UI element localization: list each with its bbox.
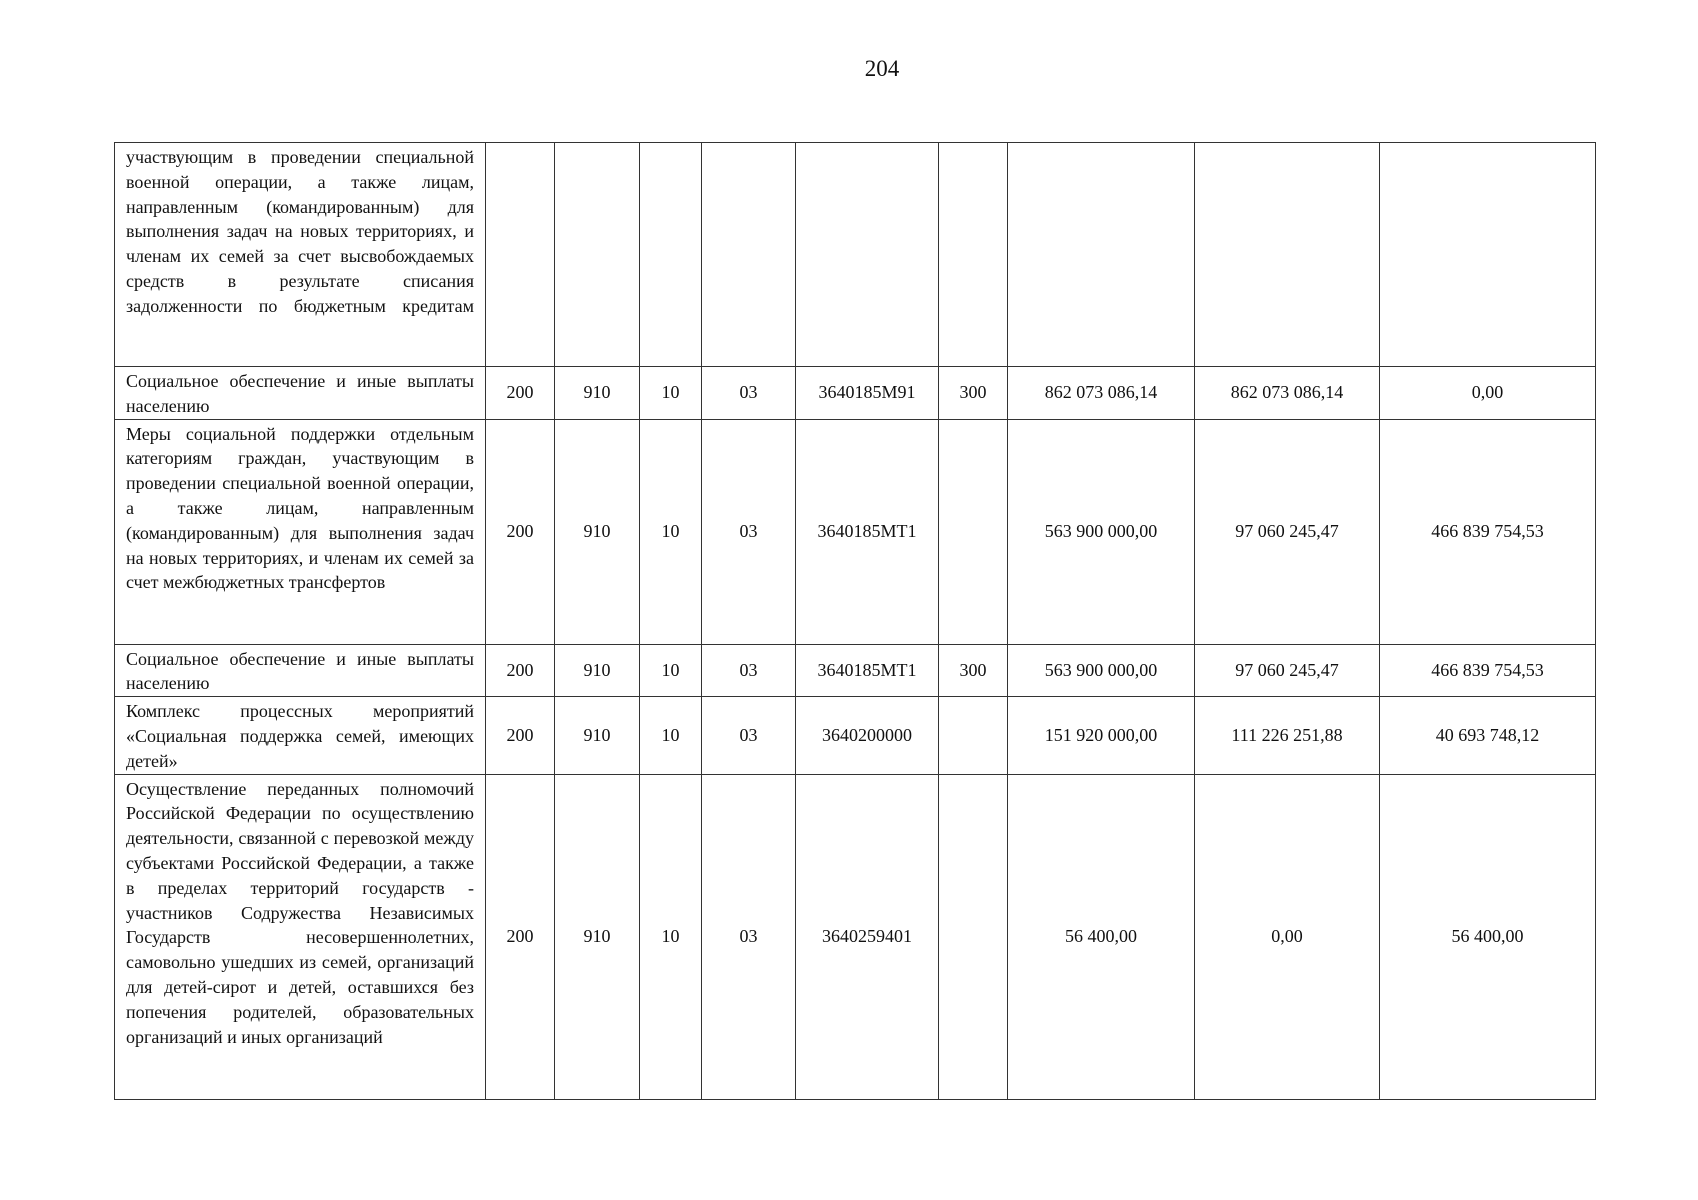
page-number: 204 bbox=[864, 56, 900, 81]
cell-code-1: 200 bbox=[486, 644, 555, 697]
cell-code-4: 03 bbox=[702, 419, 796, 644]
cell-target-code bbox=[796, 143, 939, 367]
cell-target-code: 3640185М91 bbox=[796, 367, 939, 420]
cell-target-code: 3640185МТ1 bbox=[796, 644, 939, 697]
row-description: Социальное обеспечение и иные выплаты населению bbox=[115, 644, 486, 697]
table-row bbox=[115, 774, 1596, 1099]
budget-table bbox=[114, 142, 1596, 1100]
cell-target-code: 3640259401 bbox=[796, 774, 939, 1099]
cell-amount-remaining bbox=[1380, 143, 1596, 367]
cell-target-code: 3640185МТ1 bbox=[796, 419, 939, 644]
cell-amount-remaining: 40 693 748,12 bbox=[1380, 697, 1596, 774]
cell-code-1 bbox=[486, 143, 555, 367]
row-description: Осуществление переданных полномочий Российской Федерации по осуществлению деятельности, связанной с перевозкой между субъектами Российской Федерации, а также в пределах территорий государств - участников Содружества Независимых Государств несовершеннолетних, самовольно ушедших из семей, организаций для детей-сирот и детей, оставшихся без попечения родителей, образовательных организаций и иных организаций bbox=[115, 774, 486, 1099]
cell-amount-executed: 97 060 245,47 bbox=[1195, 644, 1380, 697]
cell-code-1: 200 bbox=[486, 419, 555, 644]
cell-amount-executed: 0,00 bbox=[1195, 774, 1380, 1099]
cell-amount-remaining: 466 839 754,53 bbox=[1380, 644, 1596, 697]
row-description: Меры социальной поддержки отдельным категориям граждан, участвующим в проведении специальной военной операции, а также лицам, направленным (командированным) для выполнения задач на новых территориях, и членам их семей за счет межбюджетных трансфертов bbox=[115, 419, 486, 644]
cell-code-2: 910 bbox=[555, 697, 640, 774]
table-row bbox=[115, 367, 1596, 420]
cell-expense-type bbox=[939, 697, 1008, 774]
row-description: Комплекс процессных мероприятий «Социальная поддержка семей, имеющих детей» bbox=[115, 697, 486, 774]
cell-code-3: 10 bbox=[640, 774, 702, 1099]
cell-code-2 bbox=[555, 143, 640, 367]
cell-amount-executed bbox=[1195, 143, 1380, 367]
cell-code-1: 200 bbox=[486, 367, 555, 420]
table-row bbox=[115, 143, 1596, 367]
cell-amount-planned: 862 073 086,14 bbox=[1008, 367, 1195, 420]
cell-amount-remaining: 0,00 bbox=[1380, 367, 1596, 420]
cell-code-2: 910 bbox=[555, 367, 640, 420]
cell-code-3: 10 bbox=[640, 419, 702, 644]
cell-code-4: 03 bbox=[702, 644, 796, 697]
cell-amount-executed: 111 226 251,88 bbox=[1195, 697, 1380, 774]
row-description: участвующим в проведении специальной военной операции, а также лицам, направленным (командированным) для выполнения задач на новых территориях, и членам их семей за счет высвобождаемых средств в результате списания задолженности по бюджетным кредитам bbox=[115, 143, 486, 367]
cell-amount-planned: 151 920 000,00 bbox=[1008, 697, 1195, 774]
cell-code-3: 10 bbox=[640, 367, 702, 420]
cell-amount-executed: 97 060 245,47 bbox=[1195, 419, 1380, 644]
cell-code-3: 10 bbox=[640, 644, 702, 697]
cell-code-1: 200 bbox=[486, 697, 555, 774]
cell-amount-planned bbox=[1008, 143, 1195, 367]
cell-code-4: 03 bbox=[702, 367, 796, 420]
cell-code-2: 910 bbox=[555, 419, 640, 644]
cell-amount-remaining: 466 839 754,53 bbox=[1380, 419, 1596, 644]
cell-amount-remaining: 56 400,00 bbox=[1380, 774, 1596, 1099]
cell-expense-type bbox=[939, 143, 1008, 367]
cell-code-1: 200 bbox=[486, 774, 555, 1099]
cell-code-4 bbox=[702, 143, 796, 367]
cell-expense-type bbox=[939, 774, 1008, 1099]
table-row bbox=[115, 644, 1596, 697]
cell-expense-type: 300 bbox=[939, 367, 1008, 420]
cell-expense-type: 300 bbox=[939, 644, 1008, 697]
cell-code-4: 03 bbox=[702, 774, 796, 1099]
cell-code-2: 910 bbox=[555, 644, 640, 697]
cell-code-3 bbox=[640, 143, 702, 367]
cell-amount-planned: 563 900 000,00 bbox=[1008, 419, 1195, 644]
cell-amount-planned: 56 400,00 bbox=[1008, 774, 1195, 1099]
row-description: Социальное обеспечение и иные выплаты населению bbox=[115, 367, 486, 420]
table-row bbox=[115, 419, 1596, 644]
cell-code-4: 03 bbox=[702, 697, 796, 774]
cell-amount-planned: 563 900 000,00 bbox=[1008, 644, 1195, 697]
table-row bbox=[115, 697, 1596, 774]
cell-code-2: 910 bbox=[555, 774, 640, 1099]
cell-code-3: 10 bbox=[640, 697, 702, 774]
cell-amount-executed: 862 073 086,14 bbox=[1195, 367, 1380, 420]
cell-expense-type bbox=[939, 419, 1008, 644]
cell-target-code: 3640200000 bbox=[796, 697, 939, 774]
